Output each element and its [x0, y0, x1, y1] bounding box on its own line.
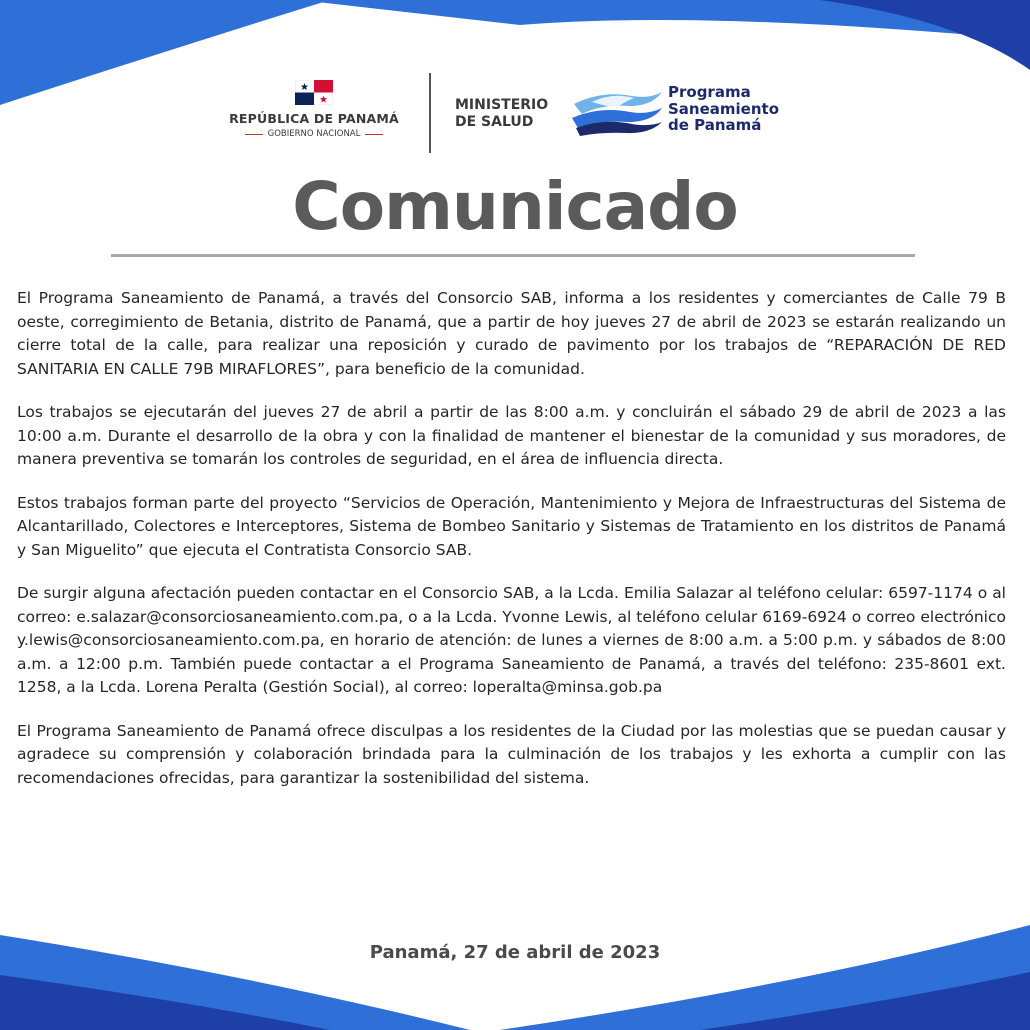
header-divider: [429, 73, 431, 153]
communique-body: [17, 287, 1006, 810]
paragraph-1: El Programa Saneamiento de Panamá, a través del Consorcio SAB, informa a los residentes y comerciantes de Calle 79 B oeste, corregimiento de Betania, distrito de Panamá, que a partir de hoy jueves 27 de abril de 2023 se estarán realizando un cierre total de la calle, para realizar una reposición y curado de pavimento por los trabajos de “REPARACIÓN DE RED SANITARIA EN CALLE 79B MIRAFLORES”, para beneficio de la comunidad.: [17, 289, 1006, 378]
programa-line3: de Panamá: [668, 116, 762, 134]
paragraph-5: El Programa Saneamiento de Panamá ofrece disculpas a los residentes de la Ciudad por las molestias que se puedan causar y agradece su comprensión y colaboración brindada para la culminación de los trabajos y les exhorta a cumplir con las recomendaciones ofrecidas, para garantizar la sostenibilidad del sistema.: [17, 721, 1006, 787]
republica-name: REPÚBLICA DE PANAMÁ: [229, 111, 399, 126]
republica-logo: [222, 80, 406, 139]
page-title: Comunicado: [292, 168, 738, 245]
red-dash-left: [245, 134, 263, 135]
gobierno-label: GOBIERNO NACIONAL: [267, 129, 361, 139]
programa-line1: Programa: [668, 83, 751, 101]
ministerio-logo: [455, 97, 548, 131]
paragraph-2: Los trabajos se ejecutarán del jueves 27 de abril a partir de las 8:00 a.m. y concluirán el sábado 29 de abril de 2023 a las 10:00 a.m. Durante el desarrollo de la obra y con la finalidad de mantener el bienestar de la comunidad y sus moradores, de manera preventiva se tomarán los controles de seguridad, en el área de influencia directa.: [17, 403, 1006, 468]
header-logos: [0, 70, 1030, 165]
ministerio-line2: DE SALUD: [455, 114, 534, 130]
red-dash-right: [365, 134, 383, 135]
panama-flag-icon: [295, 80, 333, 105]
paragraph-4: De surgir alguna afectación pueden contactar en el Consorcio SAB, a la Lcda. Emilia Salazar al teléfono celular: 6597-1174 o al correo: e.salazar@consorciosaneamiento.com.pa, o a la Lcda. Yvonne Lewis, al teléfono celular 6169-6924 o correo electrónico y.lewis@consorciosaneamiento.com.pa, en horario de atención: de lunes a viernes de 8:00 a.m. a 5:00 p.m. y sábados de 8:00 a.m. a 12:00 p.m. También puede contactar a el Programa Saneamiento de Panamá, a través del teléfono: 235-8601 ext. 1258, a la Lcda. Lorena Peralta (Gestión Social), al correo: loperalta@minsa.gob.pa: [17, 584, 1006, 696]
title-underline: [111, 254, 915, 257]
ministerio-line1: MINISTERIO: [455, 97, 549, 113]
programa-logo-text: [668, 84, 779, 134]
footer-date: Panamá, 27 de abril de 2023: [369, 942, 661, 963]
dolphin-wave-logo-icon: [572, 84, 664, 136]
paragraph-3: Estos trabajos forman parte del proyecto “Servicios de Operación, Mantenimiento y Mejora de Infraestructuras del Sistema de Alcantarillado, Colectores e Interceptores, Sistema de Bombeo Sanitario y Sistemas de Tratamiento en los distritos de Panamá y San Miguelito” que ejecuta el Contratista Consorcio SAB.: [17, 493, 1006, 559]
programa-line2: Saneamiento: [668, 99, 779, 118]
gobierno-nacional: [222, 129, 406, 139]
